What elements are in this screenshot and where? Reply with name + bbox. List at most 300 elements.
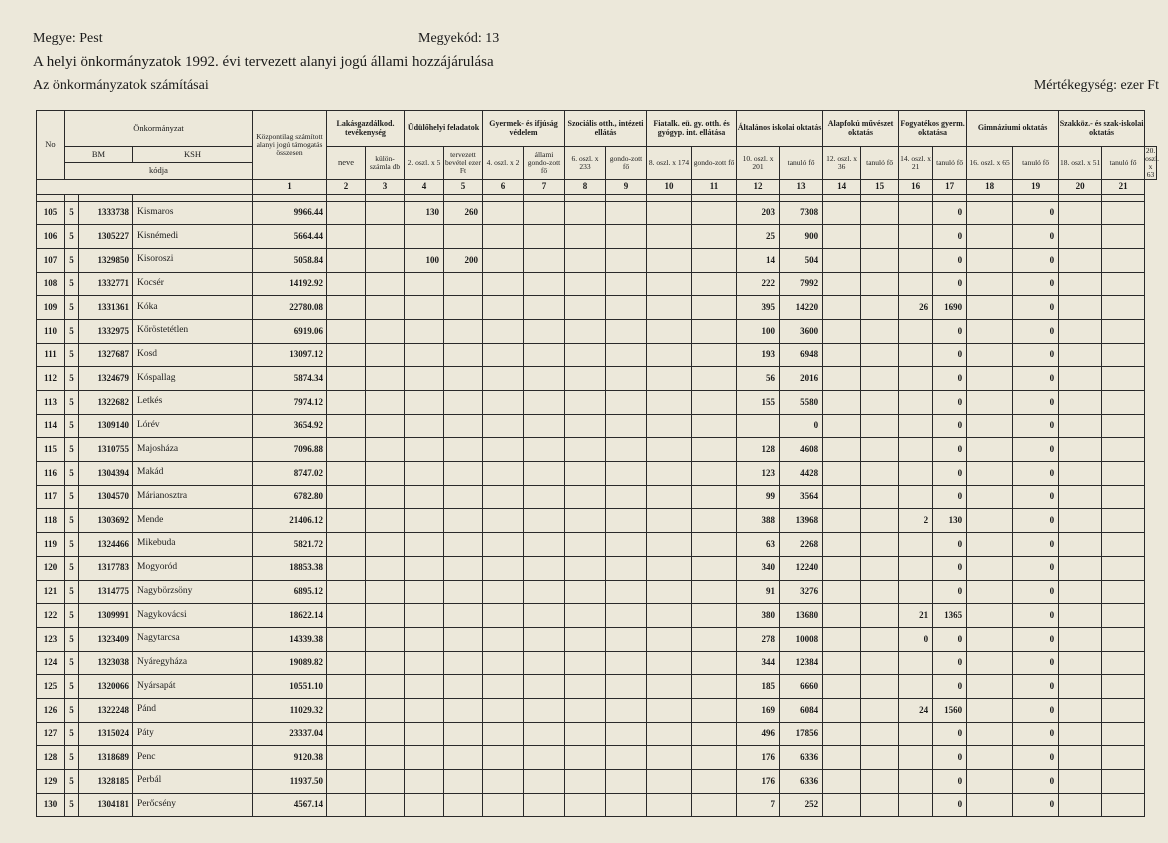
empty-cell [327,770,366,794]
value-cell: 0 [1013,698,1059,722]
empty-cell [606,675,647,699]
empty-cell [967,272,1013,296]
value-cell: 900 [780,225,823,249]
column-number: 12 [737,179,780,194]
value-cell [444,509,483,533]
empty-cell [565,651,606,675]
empty-cell [1102,414,1145,438]
empty-cell [692,462,737,486]
empty-cell [524,201,565,225]
column-number: 8 [565,179,606,194]
empty-cell [1059,556,1102,580]
value-cell: 0 [933,770,967,794]
empty-cell [483,367,524,391]
ksh-code: 1315024 [79,722,133,746]
ksh-code: 1310755 [79,438,133,462]
empty-cell [606,248,647,272]
empty-cell [823,391,861,415]
bm-code: 5 [65,225,79,249]
spacer-cell [565,194,606,201]
total-support: 6919.06 [253,319,327,343]
value-cell [899,556,933,580]
table-row [37,201,1157,225]
empty-cell [565,604,606,628]
empty-cell [606,319,647,343]
empty-cell [823,438,861,462]
empty-cell [1059,651,1102,675]
value-cell: 6660 [780,675,823,699]
empty-cell [647,627,692,651]
empty-cell [565,438,606,462]
empty-cell [861,485,899,509]
ksh-code: 1318689 [79,746,133,770]
ksh-code: 1317783 [79,556,133,580]
empty-cell [1102,746,1145,770]
empty-cell [647,225,692,249]
ksh-code: 1323409 [79,627,133,651]
table-row [37,296,1157,320]
empty-cell [524,533,565,557]
subheader: 16. oszl. x 65 [967,147,1013,180]
empty-cell [861,698,899,722]
empty-cell [565,272,606,296]
empty-cell [967,651,1013,675]
column-number: 15 [861,179,899,194]
value-cell: 3276 [780,580,823,604]
value-cell [405,225,444,249]
empty-cell [327,604,366,628]
empty-cell [823,343,861,367]
value-cell: 0 [1013,580,1059,604]
group-header: Szociális otth., intézeti ellátás [565,111,647,147]
value-cell: 0 [933,391,967,415]
empty-cell [1059,367,1102,391]
empty-cell [967,722,1013,746]
empty-cell [647,391,692,415]
empty-cell [565,485,606,509]
empty-cell [1059,248,1102,272]
table-row [37,722,1157,746]
value-cell: 0 [1013,225,1059,249]
value-cell: 0 [933,556,967,580]
empty-cell [1102,225,1145,249]
value-cell: 0 [1013,793,1059,817]
empty-cell [327,462,366,486]
value-cell [899,272,933,296]
bm-code: 5 [65,698,79,722]
empty-cell [483,391,524,415]
empty-cell [967,367,1013,391]
table-row [37,438,1157,462]
spacer-cell [861,194,899,201]
empty-cell [366,556,405,580]
empty-cell [524,746,565,770]
value-cell [405,414,444,438]
empty-cell [1059,746,1102,770]
empty-cell [366,746,405,770]
table-row [37,556,1157,580]
empty-cell [861,225,899,249]
value-cell: 0 [933,485,967,509]
empty-cell [565,391,606,415]
empty-cell [823,746,861,770]
empty-cell [524,698,565,722]
ksh-code: 1324679 [79,367,133,391]
municipality-name: Perőcsény [133,793,253,817]
empty-cell [1102,391,1145,415]
total-support: 3654.92 [253,414,327,438]
empty-cell [327,580,366,604]
empty-cell [692,627,737,651]
table-row [37,485,1157,509]
empty-cell [967,225,1013,249]
value-cell: 6084 [780,698,823,722]
value-cell: 91 [737,580,780,604]
empty-cell [692,533,737,557]
empty-cell [967,462,1013,486]
empty-cell [565,793,606,817]
empty-cell [565,533,606,557]
empty-cell [647,343,692,367]
empty-cell [1059,225,1102,249]
empty-cell [565,698,606,722]
value-cell: 0 [1013,272,1059,296]
allocation-table [36,110,1160,817]
table-header [37,111,1160,195]
value-cell: 0 [933,414,967,438]
empty-cell [524,580,565,604]
empty-cell [861,509,899,533]
value-cell: 0 [933,201,967,225]
empty-cell [861,604,899,628]
empty-cell [647,604,692,628]
value-cell [444,296,483,320]
empty-cell [823,225,861,249]
column-number: 9 [606,179,647,194]
empty-cell [647,414,692,438]
empty-cell [692,225,737,249]
total-support: 5058.84 [253,248,327,272]
empty-cell [327,675,366,699]
empty-cell [327,201,366,225]
row-number: 119 [37,533,65,557]
empty-cell [366,414,405,438]
column-number: 19 [1013,179,1059,194]
value-cell: 12384 [780,651,823,675]
value-cell: 0 [1013,296,1059,320]
row-number: 126 [37,698,65,722]
spacer-cell [737,194,780,201]
empty-cell [823,604,861,628]
ksh-code: 1332975 [79,319,133,343]
empty-cell [823,509,861,533]
column-number: 4 [405,179,444,194]
value-cell: 25 [737,225,780,249]
empty-cell [967,485,1013,509]
empty-cell [1059,485,1102,509]
empty-cell [861,580,899,604]
value-cell [899,414,933,438]
empty-cell [1102,367,1145,391]
empty-cell [861,296,899,320]
value-cell [405,627,444,651]
table-row [37,770,1157,794]
spacer-cell [524,194,565,201]
empty-cell [823,272,861,296]
value-cell: 56 [737,367,780,391]
total-support: 6895.12 [253,580,327,604]
empty-cell [483,319,524,343]
empty-cell [823,556,861,580]
empty-cell [967,793,1013,817]
empty-cell [647,438,692,462]
empty-cell [606,509,647,533]
empty-cell [647,509,692,533]
value-cell: 0 [1013,391,1059,415]
value-cell: 0 [780,414,823,438]
bm-code: 5 [65,770,79,794]
empty-cell [565,225,606,249]
empty-cell [967,248,1013,272]
total-support: 6782.80 [253,485,327,509]
row-number: 113 [37,391,65,415]
empty-cell [692,722,737,746]
value-cell [899,319,933,343]
ksh-code: 1304570 [79,485,133,509]
row-number: 118 [37,509,65,533]
row-number: 115 [37,438,65,462]
ksh-code: 1303692 [79,509,133,533]
municipality-name: Kóspallag [133,367,253,391]
table-row [37,675,1157,699]
empty-cell [366,201,405,225]
empty-cell [483,509,524,533]
empty-cell [692,556,737,580]
empty-cell [483,485,524,509]
value-cell [899,485,933,509]
empty-cell [1059,793,1102,817]
empty-cell [524,485,565,509]
ksh-code: 1323038 [79,651,133,675]
spacer-cell [967,194,1013,201]
value-cell [405,604,444,628]
value-cell [899,248,933,272]
empty-cell [1102,793,1145,817]
municipality-name: Letkés [133,391,253,415]
subheader: tanuló fő [933,147,967,180]
empty-cell [861,556,899,580]
empty-cell [565,556,606,580]
subheader: 12. oszl. x 36 [823,147,861,180]
column-number: 16 [899,179,933,194]
value-cell: 26 [899,296,933,320]
value-cell: 3600 [780,319,823,343]
value-cell: 0 [933,248,967,272]
column-number: 10 [647,179,692,194]
value-cell [405,296,444,320]
empty-cell [327,485,366,509]
empty-cell [606,556,647,580]
empty-cell [692,509,737,533]
empty-cell [1102,272,1145,296]
table-body [37,194,1157,817]
row-number: 108 [37,272,65,296]
bm-code: 5 [65,651,79,675]
municipality-name: Márianosztra [133,485,253,509]
empty-cell [483,272,524,296]
empty-cell [647,462,692,486]
value-cell: 6948 [780,343,823,367]
empty-cell [1059,438,1102,462]
empty-cell [565,319,606,343]
value-cell [444,556,483,580]
ksh-code: 1304181 [79,793,133,817]
empty-cell [366,604,405,628]
municipality-name: Mikebuda [133,533,253,557]
value-cell: 100 [405,248,444,272]
empty-cell [327,698,366,722]
spacer-cell [327,194,366,201]
column-number-blank [37,179,253,194]
value-cell: 395 [737,296,780,320]
empty-cell [967,201,1013,225]
empty-cell [967,533,1013,557]
document-subtitle: Az önkormányzatok számításai [33,78,209,93]
empty-cell [692,438,737,462]
value-cell: 0 [933,722,967,746]
value-cell: 193 [737,343,780,367]
value-cell: 0 [1013,485,1059,509]
county-code-label: Megyekód: 13 [418,31,500,46]
column-number: 11 [692,179,737,194]
value-cell: 0 [1013,248,1059,272]
spacer-cell [606,194,647,201]
spacer-cell [647,194,692,201]
empty-cell [524,248,565,272]
spacer-cell [933,194,967,201]
empty-cell [692,248,737,272]
empty-cell [483,627,524,651]
spacer-cell [405,194,444,201]
bm-code: 5 [65,272,79,296]
value-cell [899,746,933,770]
empty-cell [861,343,899,367]
value-cell: 6336 [780,746,823,770]
value-cell: 130 [405,201,444,225]
table-row [37,533,1157,557]
bm-code: 5 [65,533,79,557]
subheader: 10. oszl. x 201 [737,147,780,180]
empty-cell [327,343,366,367]
empty-cell [1059,201,1102,225]
empty-cell [823,485,861,509]
value-cell [899,675,933,699]
value-cell: 6336 [780,770,823,794]
value-cell: 3564 [780,485,823,509]
value-cell: 0 [1013,533,1059,557]
municipality-name: Makád [133,462,253,486]
empty-cell [692,343,737,367]
table-row [37,746,1157,770]
empty-cell [366,296,405,320]
group-header: Fiatalk. eü. gy. otth. és gyógyp. int. ellátása [647,111,737,147]
empty-cell [606,201,647,225]
empty-cell [692,746,737,770]
empty-cell [366,319,405,343]
total-support: 19089.82 [253,651,327,675]
ksh-code: 1324466 [79,533,133,557]
empty-cell [967,343,1013,367]
subheader: 18. oszl. x 51 [1059,147,1102,180]
municipality-name: Kismaros [133,201,253,225]
value-cell [444,485,483,509]
ksh-code: 1320066 [79,675,133,699]
empty-cell [823,367,861,391]
municipality-name: Majosháza [133,438,253,462]
empty-cell [1102,675,1145,699]
spacer-cell [899,194,933,201]
value-cell: 100 [737,319,780,343]
column-number: 1 [253,179,327,194]
empty-cell [1059,770,1102,794]
value-cell [405,272,444,296]
value-cell [899,438,933,462]
row-number: 128 [37,746,65,770]
value-cell: 344 [737,651,780,675]
empty-cell [861,627,899,651]
municipality-name: Mogyoród [133,556,253,580]
row-number: 127 [37,722,65,746]
empty-cell [327,391,366,415]
empty-cell [823,580,861,604]
empty-cell [366,391,405,415]
empty-cell [524,793,565,817]
value-cell [444,770,483,794]
value-cell: 123 [737,462,780,486]
empty-cell [606,414,647,438]
empty-cell [1102,485,1145,509]
value-cell: 10008 [780,627,823,651]
bm-code: 5 [65,414,79,438]
value-cell: 0 [933,367,967,391]
value-cell [444,722,483,746]
row-number: 109 [37,296,65,320]
table-row [37,698,1157,722]
empty-cell [565,296,606,320]
value-cell: 0 [1013,770,1059,794]
col-ksh-header: KSH [133,147,253,163]
empty-cell [1059,462,1102,486]
column-number: 21 [1102,179,1145,194]
empty-cell [606,533,647,557]
value-cell [899,367,933,391]
empty-cell [483,580,524,604]
ksh-code: 1314775 [79,580,133,604]
empty-cell [524,343,565,367]
value-cell: 14220 [780,296,823,320]
empty-cell [1059,722,1102,746]
empty-cell [483,414,524,438]
value-cell: 0 [933,627,967,651]
subheader: állami gondo-zott fő [524,147,565,180]
municipality-name: Pánd [133,698,253,722]
spacer-cell [133,194,253,201]
empty-cell [1059,509,1102,533]
value-cell [444,651,483,675]
municipality-name: Kisoroszi [133,248,253,272]
empty-cell [483,770,524,794]
value-cell [444,793,483,817]
